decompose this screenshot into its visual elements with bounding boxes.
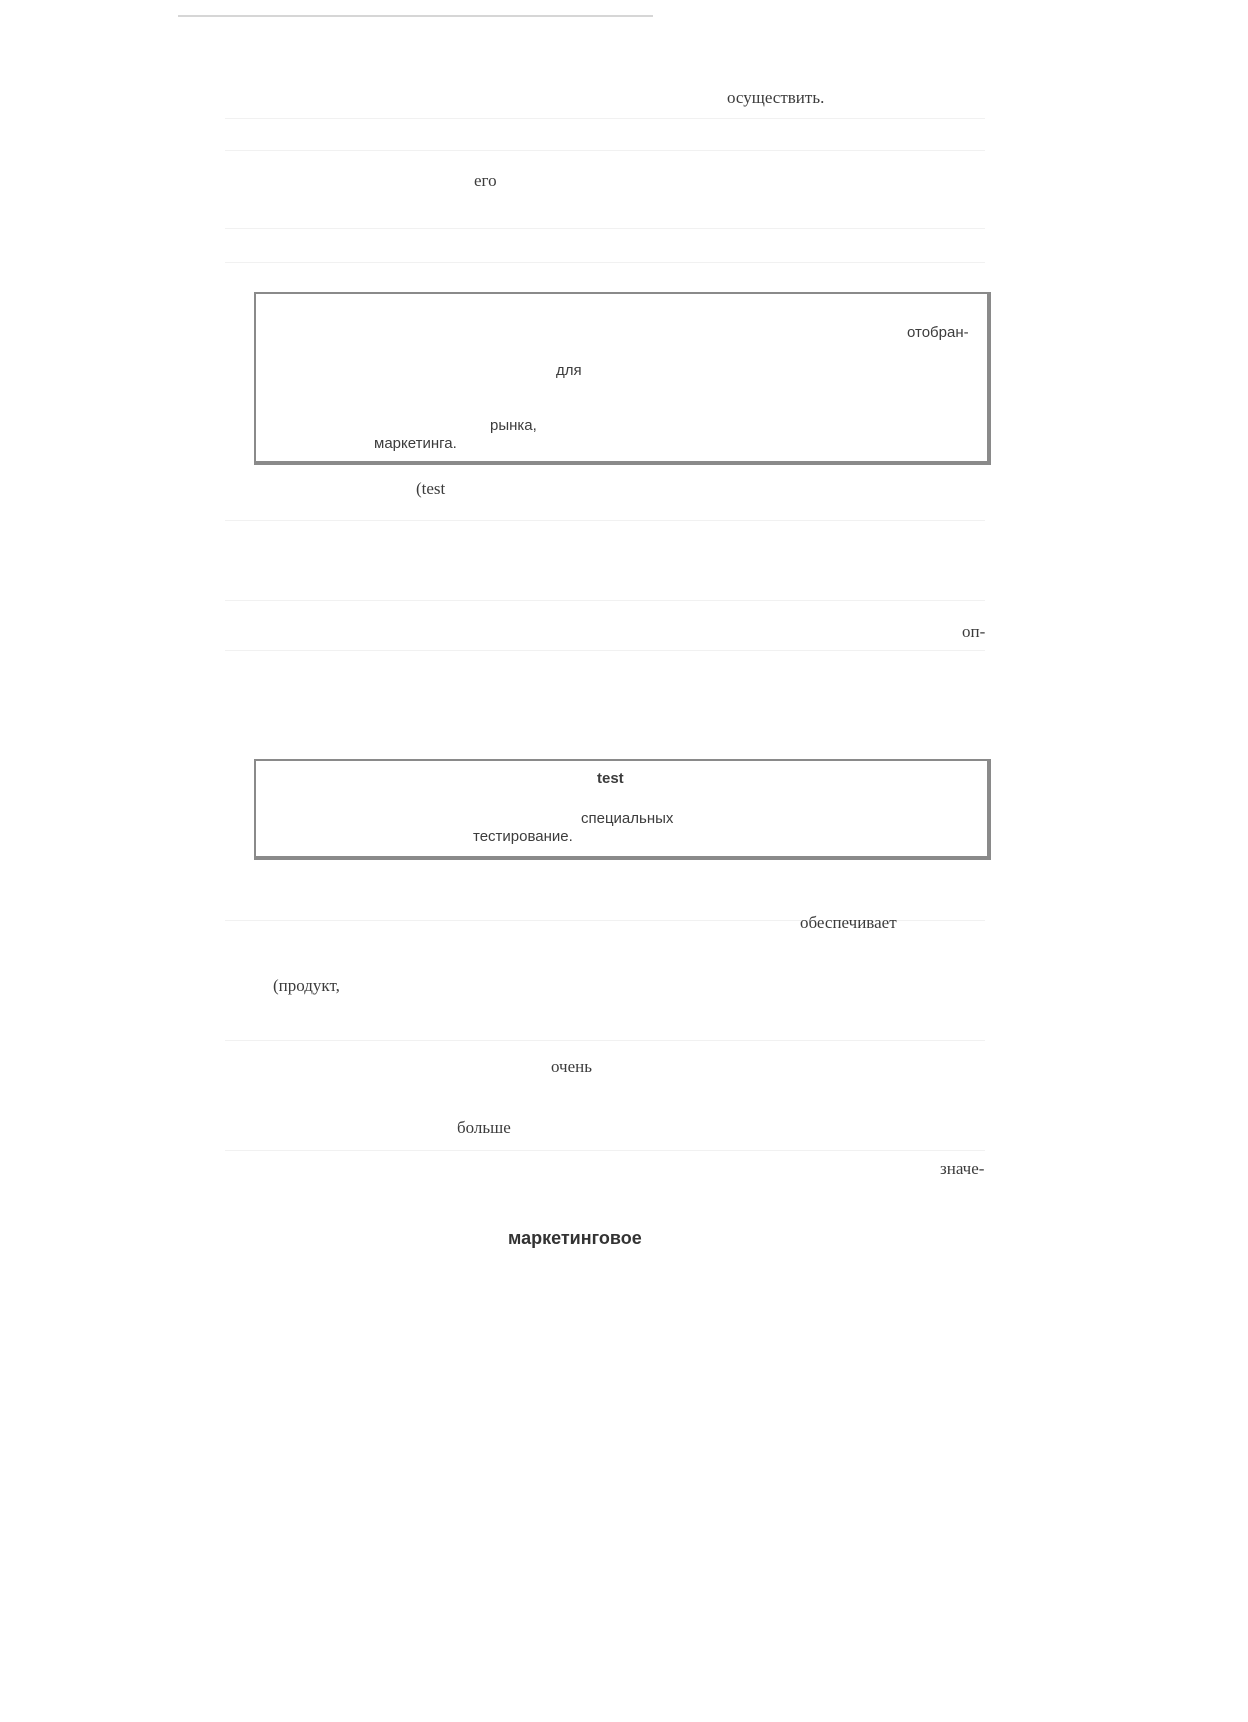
faint-line [225,520,985,521]
box-word: тестирование. [473,828,573,845]
text-word: (продукт, [273,976,340,995]
definition-box [254,292,991,465]
text-word: осуществить. [727,88,825,107]
box-word: специальных [581,810,674,827]
faint-line [225,150,985,151]
top-rule [178,15,653,17]
box-word: для [556,362,582,379]
text-word: (test [416,479,446,498]
faint-line [225,1040,985,1041]
text-word: очень [551,1057,593,1076]
text-word: его [474,171,497,190]
box-word: маркетинга. [374,435,457,452]
faint-line [225,228,985,229]
text-word: обеспечивает [800,913,897,932]
faint-line [225,650,985,651]
box-term: test [597,770,624,787]
box-word: отобран- [907,324,969,341]
faint-line [225,262,985,263]
text-word: значе- [940,1159,985,1178]
faint-line [225,118,985,119]
section-heading-word: маркетинговое [508,1228,642,1248]
faint-line [225,600,985,601]
text-word: больше [457,1118,511,1137]
faint-line [225,1150,985,1151]
box-word: рынка, [490,417,537,434]
text-word: оп- [962,622,986,641]
